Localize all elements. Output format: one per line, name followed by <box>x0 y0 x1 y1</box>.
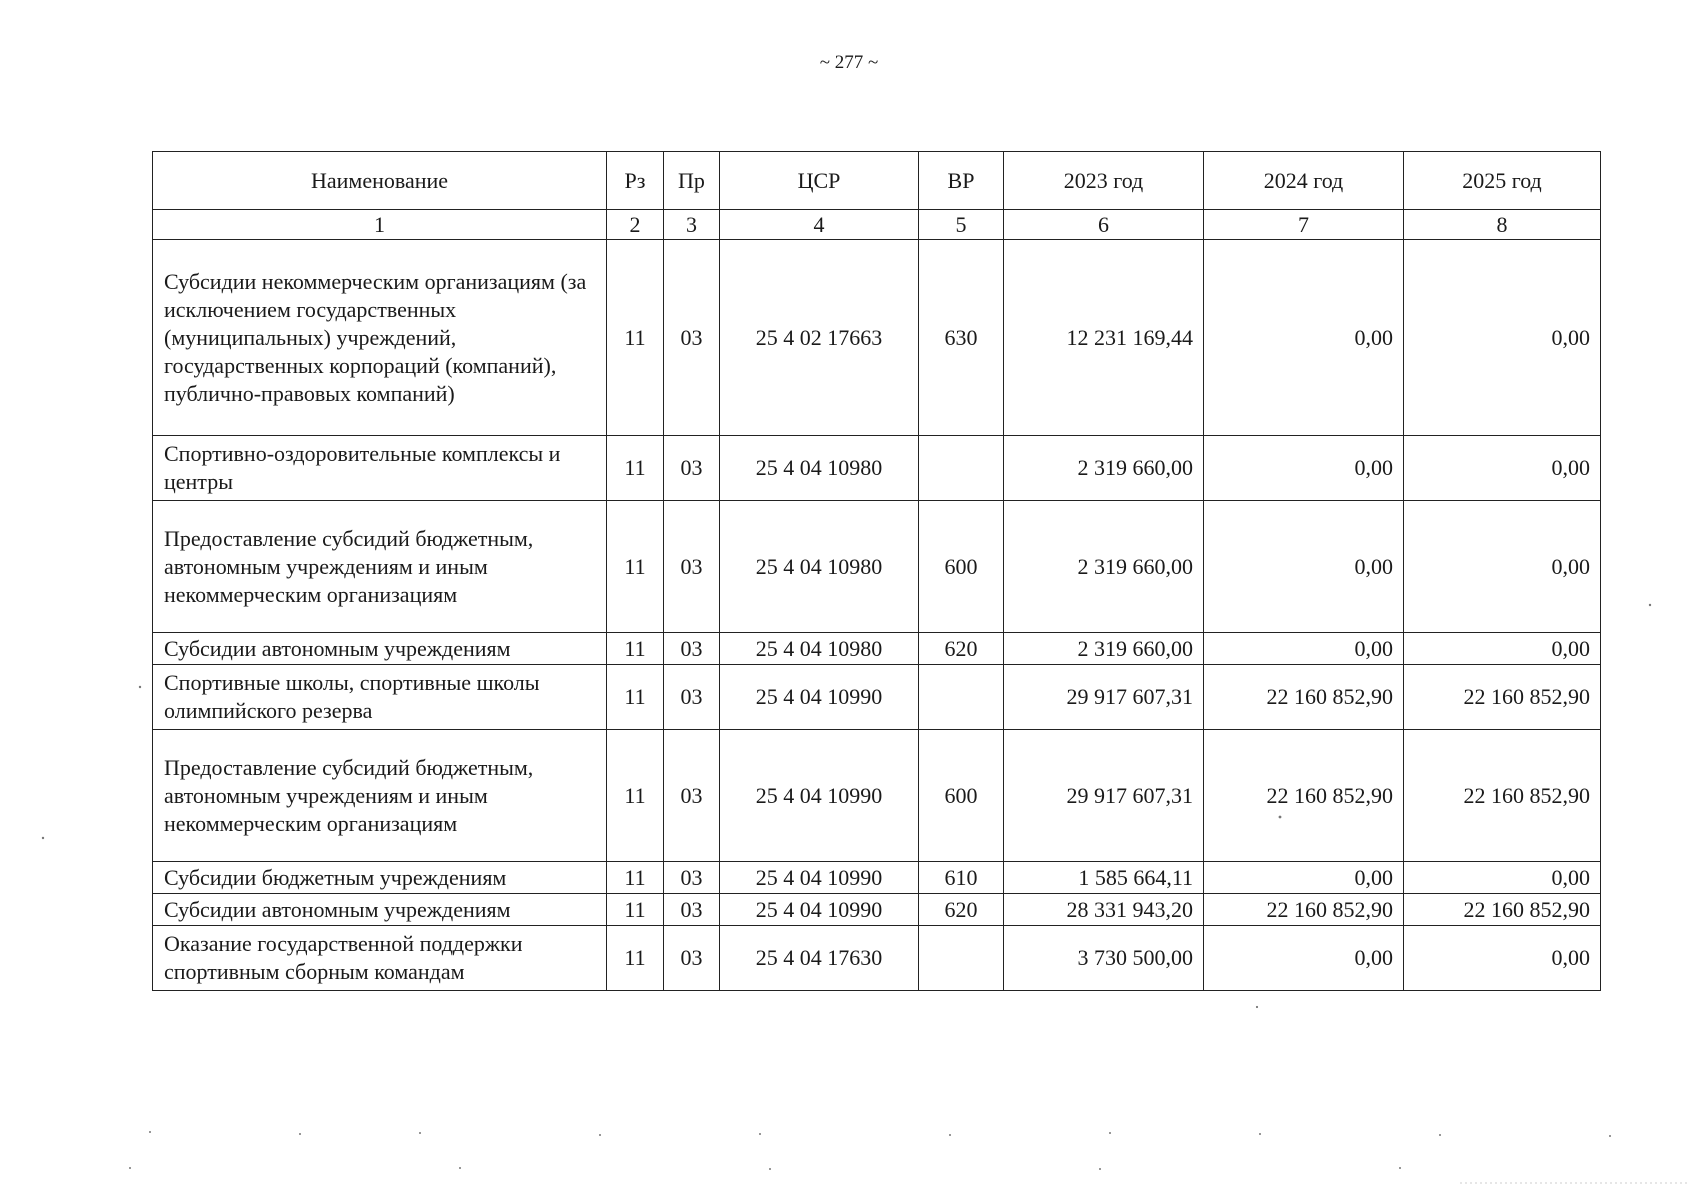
cell-csr: 25 4 04 10980 <box>720 501 919 633</box>
cell-pr: 03 <box>664 240 720 436</box>
table-row <box>153 862 1601 894</box>
cell-2024: 0,00 <box>1204 240 1404 436</box>
header-pr: Пр <box>664 152 720 210</box>
column-number: 1 <box>153 210 607 240</box>
page-number: ~ 277 ~ <box>819 52 879 73</box>
header-row <box>153 152 1601 210</box>
budget-table <box>152 151 1601 991</box>
table-row <box>153 501 1601 633</box>
cell-2025: 0,00 <box>1404 862 1601 894</box>
cell-2025: 0,00 <box>1404 633 1601 665</box>
column-number: 4 <box>720 210 919 240</box>
cell-rz: 11 <box>607 862 664 894</box>
table-row <box>153 633 1601 665</box>
cell-pr: 03 <box>664 862 720 894</box>
cell-vr: 620 <box>919 633 1004 665</box>
cell-2024: 22 160 852,90 <box>1204 894 1404 926</box>
cell-name: Субсидии бюджетным учреждениям <box>153 862 607 894</box>
cell-2025: 0,00 <box>1404 926 1601 991</box>
column-number: 8 <box>1404 210 1601 240</box>
cell-name: Оказание государственной поддержки спортивным сборным командам <box>153 926 607 991</box>
cell-2023: 28 331 943,20 <box>1004 894 1204 926</box>
cell-2023: 2 319 660,00 <box>1004 501 1204 633</box>
cell-2024: 22 160 852,90 <box>1204 730 1404 862</box>
header-2024: 2024 год <box>1204 152 1404 210</box>
header-name: Наименование <box>153 152 607 210</box>
column-number: 7 <box>1204 210 1404 240</box>
cell-2024: 22 160 852,90 <box>1204 665 1404 730</box>
header-2025: 2025 год <box>1404 152 1601 210</box>
cell-rz: 11 <box>607 665 664 730</box>
cell-name: Спортивные школы, спортивные школы олимпийского резерва <box>153 665 607 730</box>
cell-name: Предоставление субсидий бюджетным, автономным учреждениям и иным некоммерческим организациям <box>153 501 607 633</box>
cell-csr: 25 4 04 17630 <box>720 926 919 991</box>
cell-csr: 25 4 04 10990 <box>720 894 919 926</box>
cell-vr: 600 <box>919 730 1004 862</box>
cell-pr: 03 <box>664 436 720 501</box>
cell-2025: 0,00 <box>1404 436 1601 501</box>
cell-pr: 03 <box>664 926 720 991</box>
cell-name: Субсидии автономным учреждениям <box>153 894 607 926</box>
cell-2025: 22 160 852,90 <box>1404 665 1601 730</box>
table-row <box>153 730 1601 862</box>
header-rz: Рз <box>607 152 664 210</box>
table-row <box>153 665 1601 730</box>
column-number: 6 <box>1004 210 1204 240</box>
cell-pr: 03 <box>664 730 720 862</box>
cell-2024: 0,00 <box>1204 926 1404 991</box>
cell-2023: 3 730 500,00 <box>1004 926 1204 991</box>
cell-2023: 1 585 664,11 <box>1004 862 1204 894</box>
column-number: 3 <box>664 210 720 240</box>
cell-name: Субсидии некоммерческим организациям (за исключением государственных (муниципальных) учреждений, государственных корпораций (компаний), публично-правовых компаний) <box>153 240 607 436</box>
cell-2024: 0,00 <box>1204 436 1404 501</box>
cell-rz: 11 <box>607 894 664 926</box>
cell-2023: 2 319 660,00 <box>1004 633 1204 665</box>
table-row <box>153 240 1601 436</box>
cell-2023: 12 231 169,44 <box>1004 240 1204 436</box>
cell-rz: 11 <box>607 730 664 862</box>
table-row <box>153 894 1601 926</box>
header-csr: ЦСР <box>720 152 919 210</box>
cell-2025: 0,00 <box>1404 501 1601 633</box>
cell-rz: 11 <box>607 436 664 501</box>
cell-name: Предоставление субсидий бюджетным, автономным учреждениям и иным некоммерческим организациям <box>153 730 607 862</box>
cell-2025: 0,00 <box>1404 240 1601 436</box>
cell-csr: 25 4 02 17663 <box>720 240 919 436</box>
cell-csr: 25 4 04 10980 <box>720 633 919 665</box>
cell-2024: 0,00 <box>1204 862 1404 894</box>
cell-name: Субсидии автономным учреждениям <box>153 633 607 665</box>
cell-vr: 630 <box>919 240 1004 436</box>
cell-vr: 600 <box>919 501 1004 633</box>
cell-2023: 2 319 660,00 <box>1004 436 1204 501</box>
cell-csr: 25 4 04 10990 <box>720 730 919 862</box>
cell-rz: 11 <box>607 501 664 633</box>
cell-vr: 610 <box>919 862 1004 894</box>
cell-2023: 29 917 607,31 <box>1004 665 1204 730</box>
cell-vr <box>919 926 1004 991</box>
cell-vr <box>919 436 1004 501</box>
cell-2023: 29 917 607,31 <box>1004 730 1204 862</box>
cell-rz: 11 <box>607 926 664 991</box>
header-2023: 2023 год <box>1004 152 1204 210</box>
cell-csr: 25 4 04 10990 <box>720 665 919 730</box>
column-number-row <box>153 210 1601 240</box>
cell-vr <box>919 665 1004 730</box>
cell-2025: 22 160 852,90 <box>1404 730 1601 862</box>
cell-rz: 11 <box>607 633 664 665</box>
cell-vr: 620 <box>919 894 1004 926</box>
table-row <box>153 926 1601 991</box>
header-vr: ВР <box>919 152 1004 210</box>
cell-pr: 03 <box>664 665 720 730</box>
cell-rz: 11 <box>607 240 664 436</box>
cell-2024: 0,00 <box>1204 633 1404 665</box>
cell-name: Спортивно-оздоровительные комплексы и центры <box>153 436 607 501</box>
column-number: 5 <box>919 210 1004 240</box>
cell-pr: 03 <box>664 501 720 633</box>
cell-csr: 25 4 04 10980 <box>720 436 919 501</box>
cell-csr: 25 4 04 10990 <box>720 862 919 894</box>
cell-pr: 03 <box>664 633 720 665</box>
table-row <box>153 436 1601 501</box>
cell-pr: 03 <box>664 894 720 926</box>
cell-2025: 22 160 852,90 <box>1404 894 1601 926</box>
cell-2024: 0,00 <box>1204 501 1404 633</box>
column-number: 2 <box>607 210 664 240</box>
